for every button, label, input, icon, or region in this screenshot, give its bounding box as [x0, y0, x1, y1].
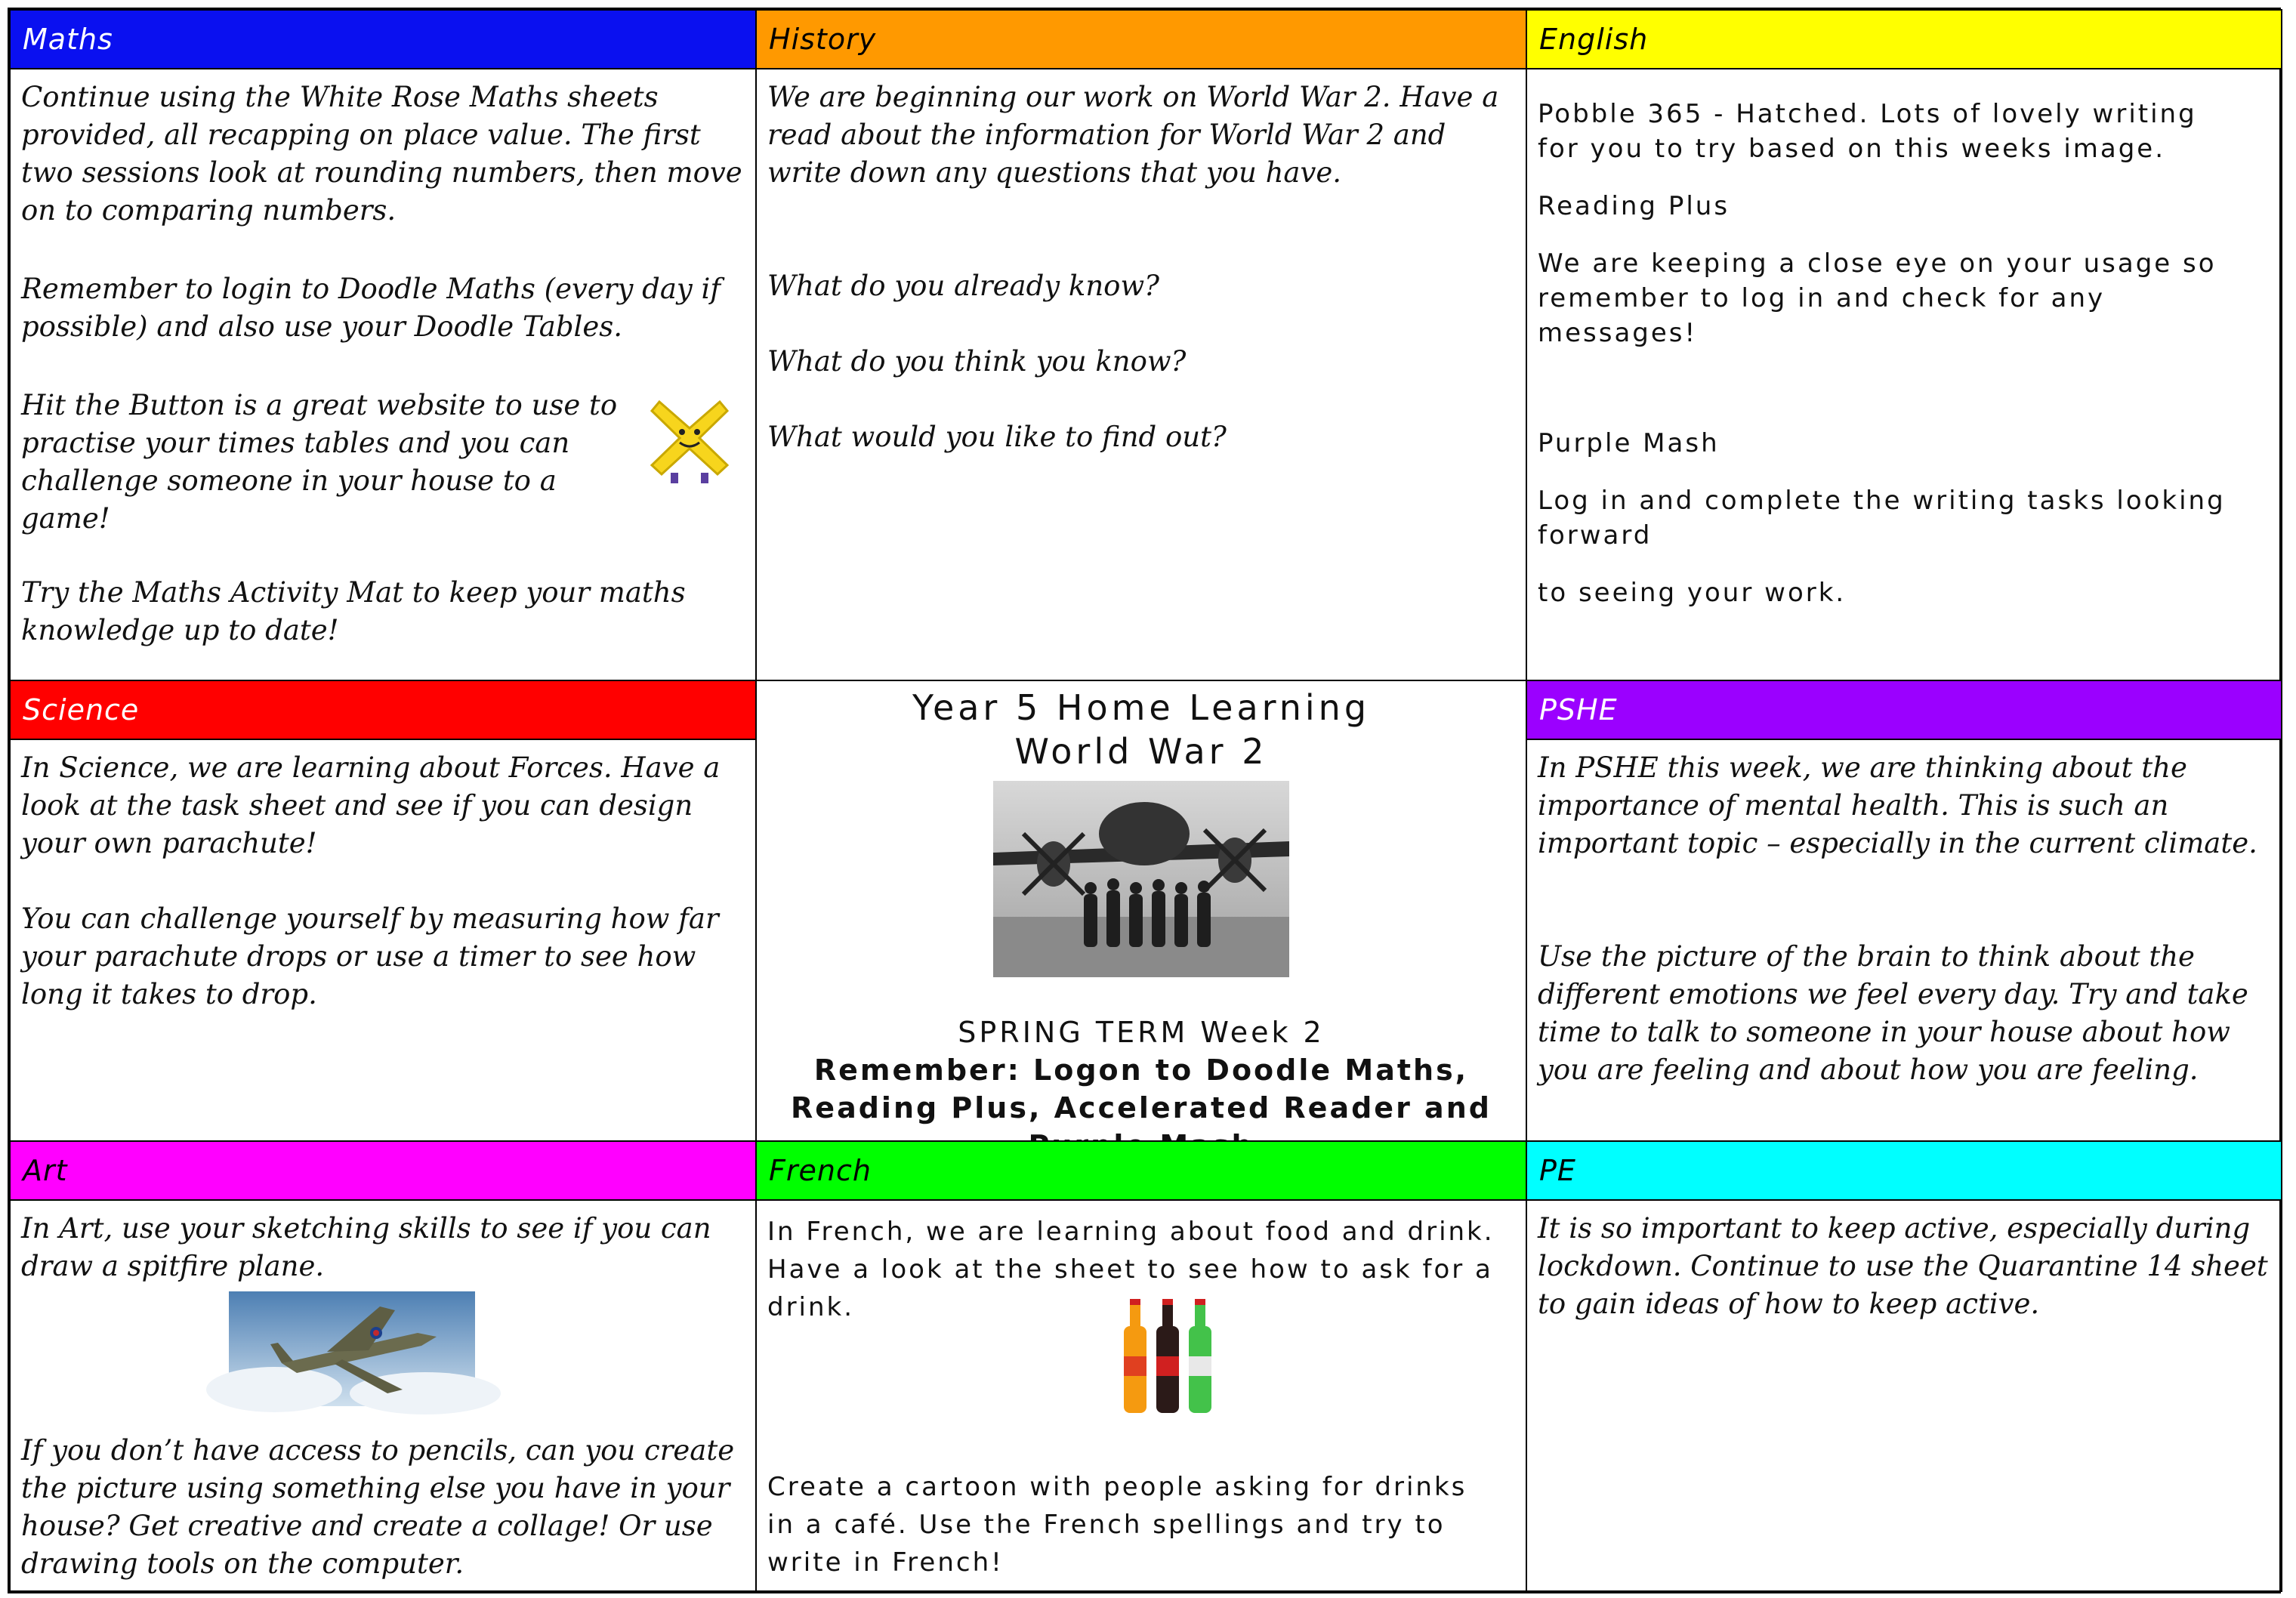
maths-text-1: Continue using the White Rose Maths sheets provided, all recapping on place value. The first two sessions look at rounding numbers, then move on to comparing numbers.	[21, 81, 742, 227]
english-cell	[1526, 9, 2282, 681]
english-text-5: Log in and complete the writing tasks looking forward	[1538, 486, 2226, 551]
art-cell	[9, 1140, 757, 1592]
french-text-2: Create a cartoon with people asking for drinks in a café. Use the French spellings and try to write in French!	[767, 1472, 1467, 1578]
pshe-text-1: In PSHE this week, we are thinking about the importance of mental health. This is such an important topic – especially in the current climate.	[1538, 751, 2257, 859]
art-text-1: In Art, use your sketching skills to see if you can draw a spitfire plane.	[21, 1212, 711, 1282]
pe-cell	[1526, 1140, 2282, 1592]
history-text-1: We are beginning our work on World War 2. Have a read about the information for World War 2 and write down any questions that you have.	[767, 81, 1499, 189]
drink-bottles-icon	[1115, 1296, 1221, 1417]
maths-body	[11, 69, 755, 680]
english-body	[1527, 69, 2281, 680]
french-text-1: In French, we are learning about food and drink. Have a look at the sheet to see how to ask for a drink.	[767, 1217, 1495, 1322]
pe-text-1: It is so important to keep active, especially during lockdown. Continue to use the Quarantine 14 sheet to gain ideas of how to keep active.	[1538, 1212, 2268, 1320]
maths-header	[11, 11, 755, 69]
english-text-2: Reading Plus	[1538, 191, 1730, 221]
french-body	[757, 1201, 1526, 1590]
pshe-cell	[1526, 680, 2282, 1142]
maths-text-2: Remember to login to Doodle Maths (every day if possible) and also use your Doodle Tables.	[21, 273, 721, 343]
term-label: SPRING TERM Week 2	[958, 1016, 1325, 1049]
english-header	[1527, 11, 2281, 69]
art-text-2: If you don’t have access to pencils, can you create the picture using something else you have in your house? Get creative and create a collage! Or use drawing tools on the computer.	[21, 1434, 735, 1580]
art-header	[11, 1142, 755, 1201]
reminder-text: Remember: Logon to Doodle Maths, Reading Plus, Accelerated Reader and	[791, 1054, 1492, 1124]
ww2-bomber-crew-photo	[993, 781, 1289, 977]
maths-cell	[9, 9, 757, 681]
pshe-header	[1527, 681, 2281, 740]
french-cell	[755, 1140, 1527, 1592]
english-title: English	[1539, 23, 1649, 56]
pe-header	[1527, 1142, 2281, 1201]
spitfire-plane-photo	[229, 1291, 475, 1406]
page-title-line-2: World War 2	[1014, 731, 1268, 772]
science-header	[11, 681, 755, 740]
art-title: Art	[23, 1154, 68, 1187]
history-question-2: What do you think you know?	[767, 345, 1187, 378]
science-text-2: You can challenge yourself by measuring how far your parachute drops or use a timer to see how long it takes to drop.	[21, 902, 719, 1010]
maths-text-4: Try the Maths Activity Mat to keep your maths knowledge up to date!	[21, 576, 686, 646]
english-text-4: Purple Mash	[1538, 428, 1720, 458]
pshe-title: PSHE	[1539, 693, 1618, 727]
science-title: Science	[23, 693, 140, 727]
french-title: French	[769, 1154, 872, 1187]
history-question-3: What would you like to find out?	[767, 421, 1227, 453]
history-header	[757, 11, 1526, 69]
maths-title: Maths	[23, 23, 113, 56]
english-text-3: We are keeping a close eye on your usage so remember to log in and check for any messages!	[1538, 248, 2217, 348]
history-question-1: What do you already know?	[767, 270, 1159, 302]
art-body	[11, 1201, 755, 1590]
pe-title: PE	[1539, 1154, 1576, 1187]
pe-body	[1527, 1201, 2281, 1590]
history-body	[757, 69, 1526, 680]
science-cell	[9, 680, 757, 1142]
science-text-1: In Science, we are learning about Forces. Have a look at the task sheet and see if you can design your own parachute!	[21, 751, 721, 859]
history-title: History	[769, 23, 877, 56]
times-table-mascot-icon	[648, 394, 731, 538]
history-cell	[755, 9, 1527, 681]
pshe-text-2: Use the picture of the brain to think about the different emotions we feel every day. Try and take time to talk to someone in your house about how you are feeling and about how you are feeling.	[1538, 940, 2248, 1086]
home-learning-grid	[8, 8, 2281, 1593]
english-text-1: Pobble 365 - Hatched. Lots of lovely writing for you to try based on this weeks image.	[1538, 99, 2197, 164]
maths-text-3: Hit the Button is a great website to use to practise your times tables and you can challenge someone in your house to a game!	[21, 389, 618, 535]
page-title-line-1: Year 5 Home Learning	[912, 687, 1371, 728]
center-cell	[755, 680, 1527, 1142]
french-header	[757, 1142, 1526, 1201]
science-body	[11, 740, 755, 1140]
pshe-body	[1527, 740, 2281, 1140]
english-text-6: to seeing your work.	[1538, 578, 1847, 608]
